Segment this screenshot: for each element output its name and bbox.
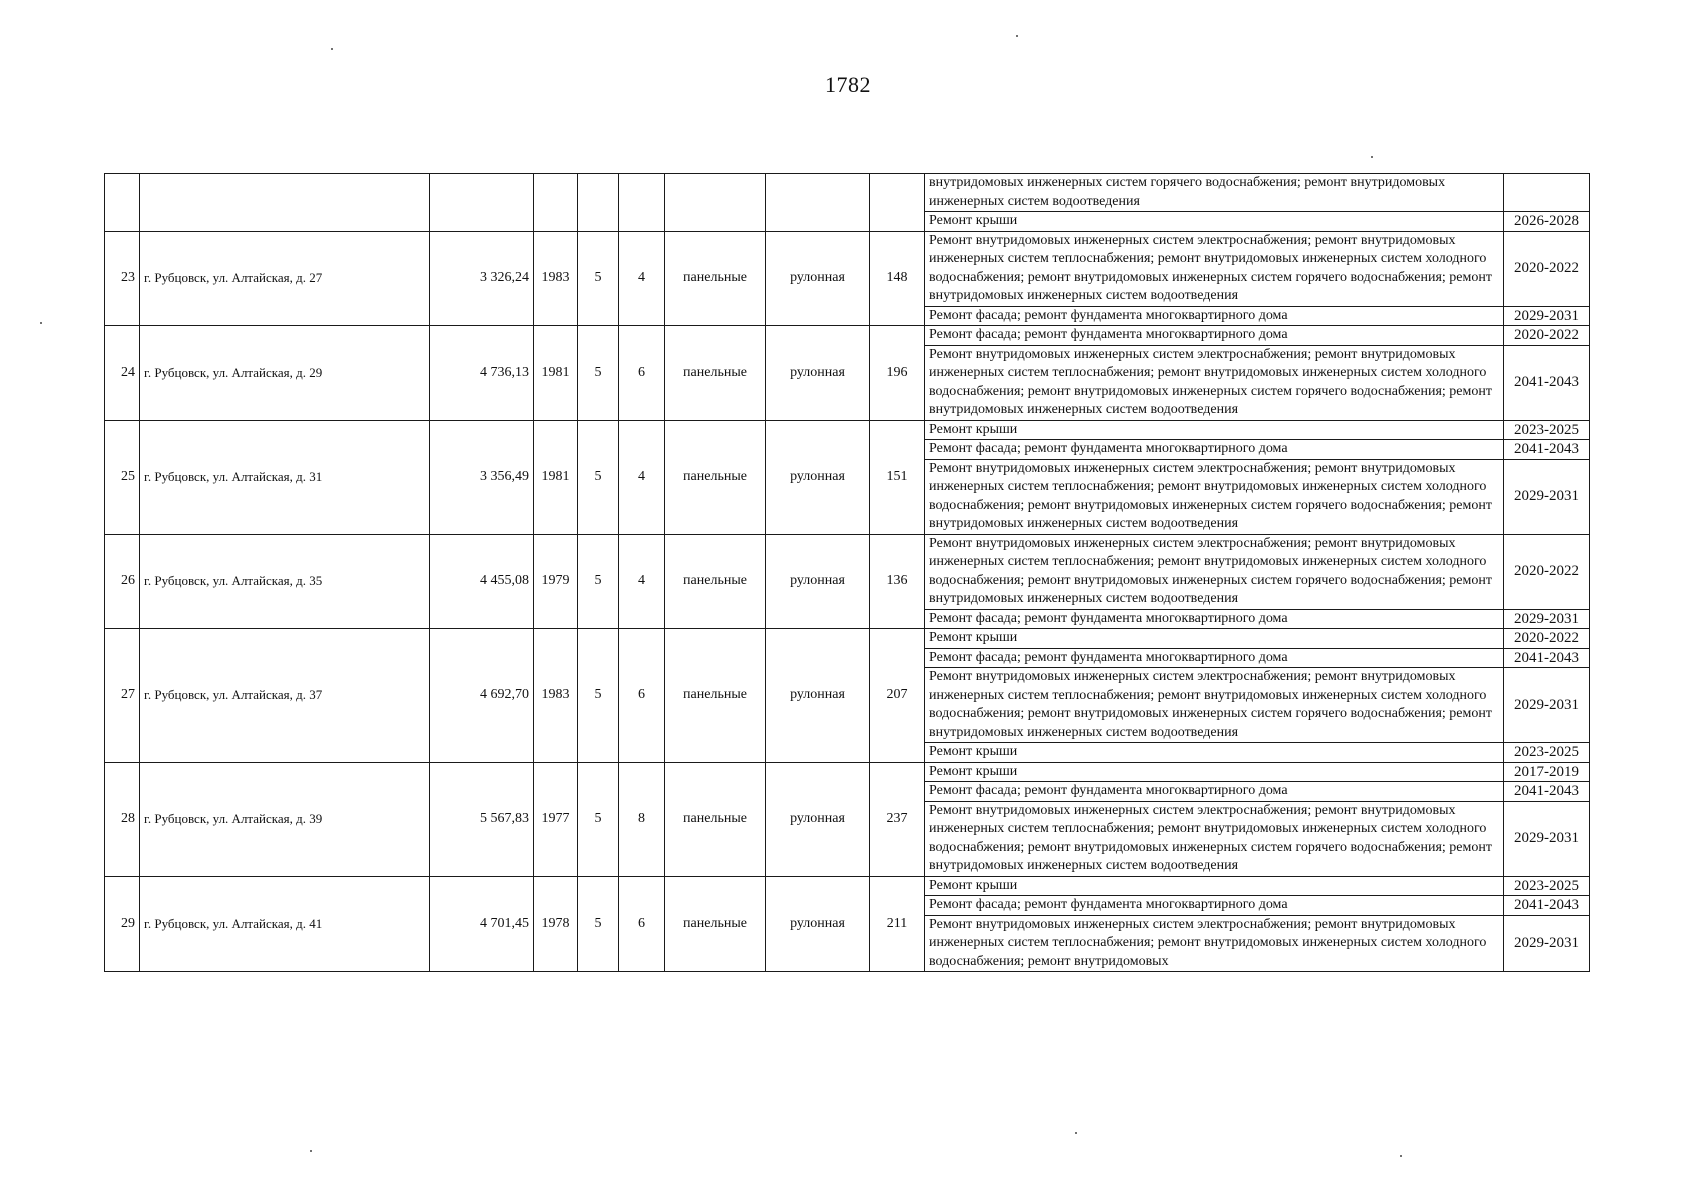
apartment-count: 136 — [870, 534, 925, 629]
cell-empty — [430, 174, 534, 232]
build-year: 1981 — [534, 420, 578, 534]
work-description: Ремонт фасада; ремонт фундамента многоквартирного дома — [925, 896, 1504, 916]
work-description: Ремонт внутридомовых инженерных систем электроснабжения; ремонт внутридомовых инженерных систем теплоснабжения; ремонт внутридомовых инженерных систем холодного водоснабжения; ремонт внутридомовых инженерных систем горячего водоснабжения; ремонт внутридомовых инженерных систем водоотведения — [925, 231, 1504, 306]
work-period: 2023-2025 — [1504, 743, 1590, 763]
cell-empty — [619, 174, 665, 232]
table-row — [105, 876, 1590, 896]
apartment-count: 148 — [870, 231, 925, 326]
build-year: 1979 — [534, 534, 578, 629]
work-period: 2041-2043 — [1504, 782, 1590, 802]
roof-type: рулонная — [766, 231, 870, 326]
row-number: 24 — [105, 326, 140, 421]
work-description: Ремонт крыши — [925, 762, 1504, 782]
work-period: 2029-2031 — [1504, 609, 1590, 629]
build-year: 1977 — [534, 762, 578, 876]
apartment-count: 196 — [870, 326, 925, 421]
floor-count: 5 — [578, 420, 619, 534]
house-area: 4 701,45 — [430, 876, 534, 972]
work-period: 2017-2019 — [1504, 762, 1590, 782]
entrance-count: 4 — [619, 534, 665, 629]
cell-empty — [105, 174, 140, 232]
roof-type: рулонная — [766, 629, 870, 763]
roof-type: рулонная — [766, 420, 870, 534]
work-description: Ремонт фасада; ремонт фундамента многоквартирного дома — [925, 782, 1504, 802]
house-address: г. Рубцовск, ул. Алтайская, д. 31 — [140, 420, 430, 534]
work-period: 2020-2022 — [1504, 534, 1590, 609]
roof-type: рулонная — [766, 534, 870, 629]
work-period: 2023-2025 — [1504, 420, 1590, 440]
row-number: 26 — [105, 534, 140, 629]
wall-material: панельные — [665, 231, 766, 326]
work-period: 2029-2031 — [1504, 306, 1590, 326]
build-year: 1983 — [534, 231, 578, 326]
work-description: Ремонт фасада; ремонт фундамента многоквартирного дома — [925, 609, 1504, 629]
work-period: 2029-2031 — [1504, 801, 1590, 876]
house-area: 3 356,49 — [430, 420, 534, 534]
row-number: 25 — [105, 420, 140, 534]
floor-count: 5 — [578, 629, 619, 763]
entrance-count: 4 — [619, 231, 665, 326]
cell-empty — [870, 174, 925, 232]
entrance-count: 8 — [619, 762, 665, 876]
table-body — [105, 174, 1590, 972]
house-area: 4 736,13 — [430, 326, 534, 421]
work-description: Ремонт фасада; ремонт фундамента многоквартирного дома — [925, 440, 1504, 460]
entrance-count: 6 — [619, 326, 665, 421]
cell-empty — [766, 174, 870, 232]
house-area: 5 567,83 — [430, 762, 534, 876]
table-row — [105, 629, 1590, 649]
house-address: г. Рубцовск, ул. Алтайская, д. 37 — [140, 629, 430, 763]
scan-speck — [1371, 156, 1373, 158]
continuation-row — [105, 174, 1590, 212]
floor-count: 5 — [578, 231, 619, 326]
work-description: Ремонт крыши — [925, 629, 1504, 649]
work-description: Ремонт внутридомовых инженерных систем электроснабжения; ремонт внутридомовых инженерных систем теплоснабжения; ремонт внутридомовых инженерных систем холодного водоснабжения; ремонт внутридомовых инженерных систем горячего водоснабжения; ремонт внутридомовых инженерных систем водоотведения — [925, 345, 1504, 420]
work-description: Ремонт фасада; ремонт фундамента многоквартирного дома — [925, 648, 1504, 668]
work-period: 2041-2043 — [1504, 345, 1590, 420]
house-address: г. Рубцовск, ул. Алтайская, д. 35 — [140, 534, 430, 629]
work-period: 2029-2031 — [1504, 915, 1590, 972]
page-number: 1782 — [825, 72, 871, 97]
scan-speck — [1016, 35, 1018, 37]
work-description: Ремонт внутридомовых инженерных систем электроснабжения; ремонт внутридомовых инженерных систем теплоснабжения; ремонт внутридомовых инженерных систем холодного водоснабжения; ремонт внутридомовых инженерных систем горячего водоснабжения; ремонт внутридомовых инженерных систем водоотведения — [925, 534, 1504, 609]
row-number: 29 — [105, 876, 140, 972]
cell-empty — [665, 174, 766, 232]
work-description: Ремонт крыши — [925, 743, 1504, 763]
house-address: г. Рубцовск, ул. Алтайская, д. 39 — [140, 762, 430, 876]
roof-type: рулонная — [766, 762, 870, 876]
build-year: 1983 — [534, 629, 578, 763]
house-area: 4 455,08 — [430, 534, 534, 629]
work-period: 2041-2043 — [1504, 896, 1590, 916]
table-row — [105, 762, 1590, 782]
house-area: 3 326,24 — [430, 231, 534, 326]
house-address: г. Рубцовск, ул. Алтайская, д. 41 — [140, 876, 430, 972]
wall-material: панельные — [665, 629, 766, 763]
apartment-count: 211 — [870, 876, 925, 972]
wall-material: панельные — [665, 762, 766, 876]
work-period: 2026-2028 — [1504, 212, 1590, 232]
apartment-count: 237 — [870, 762, 925, 876]
work-description: Ремонт внутридомовых инженерных систем электроснабжения; ремонт внутридомовых инженерных систем теплоснабжения; ремонт внутридомовых инженерных систем холодного водоснабжения; ремонт внутридомовых — [925, 915, 1504, 972]
repair-schedule-table — [104, 173, 1590, 972]
floor-count: 5 — [578, 534, 619, 629]
build-year: 1981 — [534, 326, 578, 421]
cell-empty — [140, 174, 430, 232]
work-period: 2023-2025 — [1504, 876, 1590, 896]
work-period: 2029-2031 — [1504, 668, 1590, 743]
table-row — [105, 231, 1590, 306]
roof-type: рулонная — [766, 876, 870, 972]
apartment-count: 207 — [870, 629, 925, 763]
scan-speck — [310, 1150, 312, 1152]
period-cell-empty — [1504, 174, 1590, 212]
scan-speck — [331, 48, 333, 50]
row-number: 23 — [105, 231, 140, 326]
cell-empty — [578, 174, 619, 232]
table-row — [105, 534, 1590, 609]
wall-material: панельные — [665, 420, 766, 534]
wall-material: панельные — [665, 876, 766, 972]
scan-speck — [1400, 1155, 1402, 1157]
work-description: Ремонт внутридомовых инженерных систем электроснабжения; ремонт внутридомовых инженерных систем теплоснабжения; ремонт внутридомовых инженерных систем холодного водоснабжения; ремонт внутридомовых инженерных систем горячего водоснабжения; ремонт внутридомовых инженерных систем водоотведения — [925, 801, 1504, 876]
work-description: Ремонт крыши — [925, 420, 1504, 440]
scan-speck — [40, 322, 42, 324]
build-year: 1978 — [534, 876, 578, 972]
entrance-count: 6 — [619, 876, 665, 972]
row-number: 28 — [105, 762, 140, 876]
work-period: 2041-2043 — [1504, 440, 1590, 460]
wall-material: панельные — [665, 326, 766, 421]
floor-count: 5 — [578, 876, 619, 972]
work-description: Ремонт внутридомовых инженерных систем электроснабжения; ремонт внутридомовых инженерных систем теплоснабжения; ремонт внутридомовых инженерных систем холодного водоснабжения; ремонт внутридомовых инженерных систем горячего водоснабжения; ремонт внутридомовых инженерных систем водоотведения — [925, 459, 1504, 534]
work-period: 2029-2031 — [1504, 459, 1590, 534]
house-address: г. Рубцовск, ул. Алтайская, д. 27 — [140, 231, 430, 326]
apartment-count: 151 — [870, 420, 925, 534]
work-period: 2020-2022 — [1504, 326, 1590, 346]
floor-count: 5 — [578, 762, 619, 876]
entrance-count: 6 — [619, 629, 665, 763]
work-period: 2020-2022 — [1504, 629, 1590, 649]
work-period: 2020-2022 — [1504, 231, 1590, 306]
work-description: Ремонт фасада; ремонт фундамента многоквартирного дома — [925, 306, 1504, 326]
row-number: 27 — [105, 629, 140, 763]
entrance-count: 4 — [619, 420, 665, 534]
work-description: Ремонт крыши — [925, 876, 1504, 896]
floor-count: 5 — [578, 326, 619, 421]
roof-type: рулонная — [766, 326, 870, 421]
work-description: Ремонт фасада; ремонт фундамента многоквартирного дома — [925, 326, 1504, 346]
table-row — [105, 420, 1590, 440]
scan-speck — [1075, 1132, 1077, 1134]
house-address: г. Рубцовск, ул. Алтайская, д. 29 — [140, 326, 430, 421]
house-area: 4 692,70 — [430, 629, 534, 763]
table-row — [105, 326, 1590, 346]
cell-empty — [534, 174, 578, 232]
work-description: Ремонт крыши — [925, 212, 1504, 232]
work-description: Ремонт внутридомовых инженерных систем электроснабжения; ремонт внутридомовых инженерных систем теплоснабжения; ремонт внутридомовых инженерных систем холодного водоснабжения; ремонт внутридомовых инженерных систем горячего водоснабжения; ремонт внутридомовых инженерных систем водоотведения — [925, 668, 1504, 743]
work-period: 2041-2043 — [1504, 648, 1590, 668]
wall-material: панельные — [665, 534, 766, 629]
work-description: внутридомовых инженерных систем горячего водоснабжения; ремонт внутридомовых инженерных систем водоотведения — [925, 174, 1504, 212]
